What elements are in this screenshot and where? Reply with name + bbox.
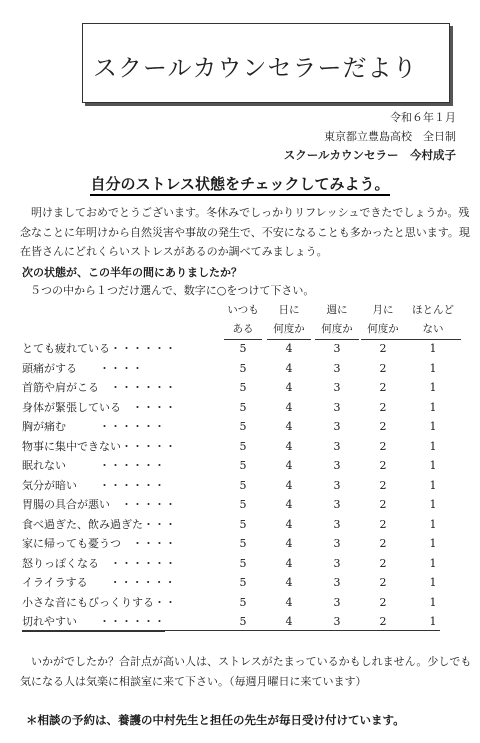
score-option[interactable]: 3 xyxy=(333,537,341,550)
checklist-row xyxy=(22,573,440,592)
score-option[interactable]: 2 xyxy=(379,361,387,375)
score-option[interactable]: 4 xyxy=(285,420,293,433)
checklist-row xyxy=(22,359,440,378)
score-option[interactable]: 3 xyxy=(333,400,341,414)
score-option[interactable]: 1 xyxy=(429,556,437,570)
score-option[interactable]: 2 xyxy=(379,595,387,609)
score-option[interactable]: 1 xyxy=(429,439,437,453)
intro-paragraph: 明けましておめでとうございます。冬休みでしっかりリフレッシュできたでしょうか。残念なことに年明けから自然災害や事故の発生で、不安になることも多かったと思います。現在皆さんにどれくらいストレスがあるのか調べてみましょう。 xyxy=(20,206,470,258)
score-option[interactable]: 1 xyxy=(429,498,437,511)
score-option[interactable]: 4 xyxy=(285,537,293,550)
score-option[interactable]: 5 xyxy=(239,595,247,609)
score-option[interactable]: 5 xyxy=(239,381,247,394)
score-option[interactable]: 2 xyxy=(379,459,387,472)
checklist-row xyxy=(22,534,440,553)
score-option[interactable]: 5 xyxy=(239,498,247,511)
column-header-bottom: ある xyxy=(224,320,262,340)
checklist-item-label: 胃腸の具合が悪い ・・・・・ xyxy=(22,498,176,511)
checklist-item-label: とても疲れている・・・・・・ xyxy=(22,342,176,355)
score-option[interactable]: 4 xyxy=(285,576,293,589)
checklist-row xyxy=(22,456,440,475)
column-header xyxy=(267,301,311,340)
checklist-item-label: 胸が痛む ・・・・・・ xyxy=(22,420,165,433)
column-header-top: 月に xyxy=(372,304,394,316)
checklist-row xyxy=(22,495,440,514)
score-option[interactable]: 1 xyxy=(429,381,437,394)
score-option[interactable]: 2 xyxy=(379,576,387,589)
checklist-item-label: 切れやすい ・・・・・・ xyxy=(22,612,165,632)
checklist-instruction: ５つの中から１つだけ選んで、数字に○をつけて下さい。 xyxy=(30,284,315,297)
score-option[interactable]: 5 xyxy=(239,459,247,472)
score-option[interactable]: 5 xyxy=(239,478,247,492)
checklist-item-label: 身体が緊張している ・・・・ xyxy=(22,400,176,414)
score-option[interactable]: 5 xyxy=(239,361,247,375)
column-header-top: 週に xyxy=(326,304,348,316)
score-option[interactable]: 4 xyxy=(285,381,293,394)
score-option[interactable]: 4 xyxy=(285,556,293,570)
score-option[interactable]: 4 xyxy=(285,439,293,453)
score-option[interactable]: 1 xyxy=(429,615,437,628)
score-option[interactable]: 1 xyxy=(429,576,437,589)
score-option[interactable]: 5 xyxy=(239,556,247,570)
score-option[interactable]: 1 xyxy=(429,537,437,550)
score-option[interactable]: 1 xyxy=(429,420,437,433)
score-option[interactable]: 4 xyxy=(285,342,293,355)
score-option[interactable]: 3 xyxy=(333,576,341,589)
column-header-bottom: 何度か xyxy=(267,320,311,340)
score-option[interactable]: 5 xyxy=(239,439,247,453)
column-header-bottom: 何度か xyxy=(361,320,405,340)
score-option[interactable]: 1 xyxy=(429,342,437,355)
score-option[interactable]: 4 xyxy=(285,361,293,375)
score-option[interactable]: 2 xyxy=(379,517,387,531)
checklist-item-label: 食べ過ぎた、飲み過ぎた・・・ xyxy=(22,517,176,531)
score-option[interactable]: 3 xyxy=(333,342,341,355)
checklist-item-label: イライラする ・・・・・・ xyxy=(22,576,176,589)
checklist-row xyxy=(22,476,440,495)
score-option[interactable]: 2 xyxy=(379,342,387,355)
closing-paragraph: いかがでしたか？合計点が高い人は、ストレスがたまっているかもしれません。少しでも気になる人は気楽に相談室に来て下さい。（毎週月曜日に来ています） xyxy=(20,655,472,688)
column-header xyxy=(361,301,405,340)
issue-date: 令和６年１月 xyxy=(390,111,456,124)
column-header xyxy=(405,301,461,340)
school-name: 東京都立豊島高校 全日制 xyxy=(324,130,456,143)
score-option[interactable]: 5 xyxy=(239,400,247,414)
column-header-top: いつも xyxy=(227,304,259,316)
score-option[interactable]: 1 xyxy=(429,517,437,531)
score-option[interactable]: 2 xyxy=(379,615,387,628)
column-header-top: ほとんど xyxy=(412,304,454,316)
score-option[interactable]: 2 xyxy=(379,420,387,433)
score-option[interactable]: 2 xyxy=(379,400,387,414)
column-header xyxy=(315,301,359,340)
score-option[interactable]: 3 xyxy=(333,420,341,433)
score-option[interactable]: 5 xyxy=(239,342,247,355)
table-bottom-rule xyxy=(22,630,440,631)
checklist-item-label: 物事に集中できない・・・・・ xyxy=(22,439,176,453)
checklist-question: 次の状態が、この半年の間にありましたか？ xyxy=(22,266,242,279)
column-header-bottom: ない xyxy=(405,320,461,340)
score-option[interactable]: 1 xyxy=(429,400,437,414)
score-option[interactable]: 1 xyxy=(429,361,437,375)
checklist-row xyxy=(22,378,440,397)
column-header xyxy=(224,301,262,340)
score-option[interactable]: 2 xyxy=(379,556,387,570)
newsletter-title-box xyxy=(82,23,450,103)
score-option[interactable]: 4 xyxy=(285,400,293,414)
checklist-item-label: 首筋や肩がこる ・・・・・・ xyxy=(22,381,176,394)
section-heading xyxy=(0,173,480,194)
score-option[interactable]: 4 xyxy=(285,517,293,531)
score-option[interactable]: 3 xyxy=(333,498,341,511)
column-header-top: 日に xyxy=(278,304,300,316)
score-option[interactable]: 4 xyxy=(285,498,293,511)
checklist-row xyxy=(22,339,440,358)
checklist-row xyxy=(22,612,440,631)
score-option[interactable]: 2 xyxy=(379,381,387,394)
score-option[interactable]: 1 xyxy=(429,595,437,609)
score-option[interactable]: 2 xyxy=(379,537,387,550)
checklist-item-label: 怒りっぽくなる ・・・・・・ xyxy=(22,556,176,570)
score-option[interactable]: 4 xyxy=(285,595,293,609)
checklist-row xyxy=(22,398,440,417)
score-option[interactable]: 3 xyxy=(333,615,341,628)
score-option[interactable]: 3 xyxy=(333,381,341,394)
score-option[interactable]: 2 xyxy=(379,498,387,511)
score-option[interactable]: 3 xyxy=(333,439,341,453)
checklist-row xyxy=(22,417,440,436)
column-header-bottom: 何度か xyxy=(315,320,359,340)
score-option[interactable]: 3 xyxy=(333,459,341,472)
score-option[interactable]: 5 xyxy=(239,576,247,589)
checklist-item-label: 家に帰っても憂うつ ・・・・ xyxy=(22,537,176,550)
score-option[interactable]: 3 xyxy=(333,595,341,609)
score-option[interactable]: 4 xyxy=(285,478,293,492)
score-option[interactable]: 4 xyxy=(285,615,293,628)
score-option[interactable]: 2 xyxy=(379,439,387,453)
checklist-row xyxy=(22,515,440,534)
score-option[interactable]: 3 xyxy=(333,478,341,492)
reservation-note: ＊相談の予約は、養護の中村先生と担任の先生が毎日受け付けています。 xyxy=(26,713,405,727)
checklist-row xyxy=(22,554,440,573)
checklist-item-label: 小さな音にもびっくりする・・ xyxy=(22,595,176,609)
checklist-item-label: 頭痛がする ・・・・ xyxy=(22,361,143,375)
score-option[interactable]: 1 xyxy=(429,478,437,492)
score-option[interactable]: 5 xyxy=(239,615,247,628)
section-heading-text: 自分のストレス状態をチェックしてみよう。 xyxy=(90,175,389,196)
score-option[interactable]: 3 xyxy=(333,556,341,570)
checklist-item-label: 眠れない ・・・・・・ xyxy=(22,459,165,472)
score-option[interactable]: 3 xyxy=(333,361,341,375)
checklist-row xyxy=(22,437,440,456)
score-option[interactable]: 1 xyxy=(429,459,437,472)
author-name: スクールカウンセラー 今村成子 xyxy=(283,148,456,162)
checklist-item-label: 気分が暗い ・・・・・・ xyxy=(22,478,165,492)
newsletter-title: スクールカウンセラーだより xyxy=(93,54,418,82)
score-option[interactable]: 4 xyxy=(285,459,293,472)
score-option[interactable]: 5 xyxy=(239,537,247,550)
checklist-row xyxy=(22,593,440,612)
score-option[interactable]: 5 xyxy=(239,420,247,433)
score-option[interactable]: 3 xyxy=(333,517,341,531)
score-option[interactable]: 5 xyxy=(239,517,247,531)
score-option[interactable]: 2 xyxy=(379,478,387,492)
